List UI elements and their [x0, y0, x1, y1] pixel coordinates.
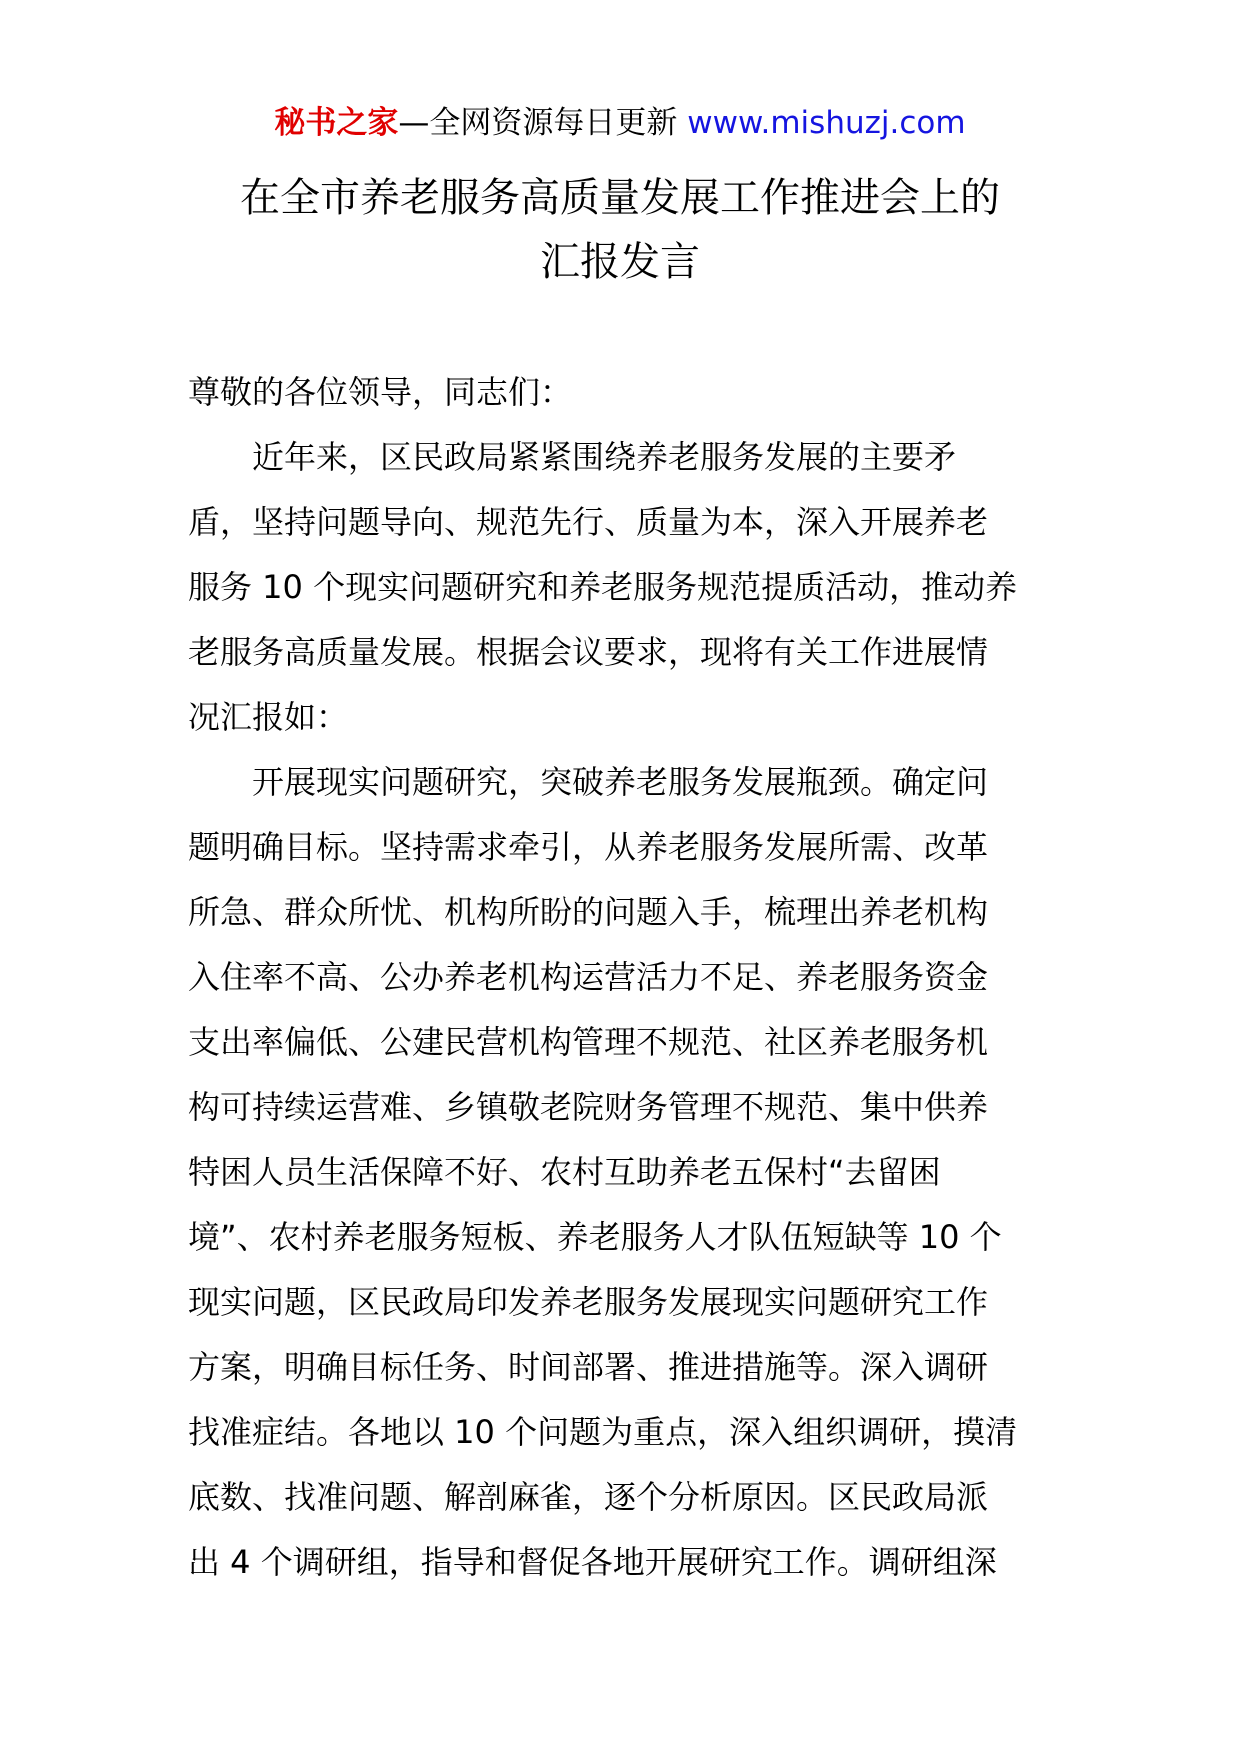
title-line-1: 在全市养老服务高质量发展工作推进会上的 [240, 175, 1000, 221]
title-line-2: 汇报发言 [540, 239, 700, 285]
body-line: 方案，明确目标任务、时间部署、推进措施等。深入调研 [188, 1348, 989, 1386]
body-line: 现实问题，区民政局印发养老服务发展现实问题研究工作 [188, 1283, 989, 1321]
body-line: 入住率不高、公办养老机构运营活力不足、养老服务资金 [188, 958, 989, 996]
body-line: 境”、农村养老服务短板、养老服务人才队伍短缺等 10 个 [188, 1218, 1002, 1256]
body-line: 开展现实问题研究，突破养老服务发展瓶颈。确定问 [252, 763, 989, 801]
body-line: 找准症结。各地以 10 个问题为重点，深入组织调研，摸清 [188, 1413, 1018, 1451]
body-line: 题明确目标。坚持需求牵引，从养老服务发展所需、改革 [188, 828, 989, 866]
body-line: 近年来，区民政局紧紧围绕养老服务发展的主要矛 [252, 438, 957, 476]
body-line: 出 4 个调研组，指导和督促各地开展研究工作。调研组深 [188, 1543, 997, 1581]
body-line: 特困人员生活保障不好、农村互助养老五保村“去留困 [188, 1153, 941, 1191]
website-link[interactable]: www.mishuzj.com [687, 105, 966, 141]
body-line: 底数、找准问题、解剖麻雀，逐个分析原因。区民政局派 [188, 1478, 989, 1516]
brand-name: 秘书之家 [274, 105, 399, 141]
watermark-header [0, 100, 1240, 146]
salutation: 尊敬的各位领导，同志们： [188, 373, 573, 411]
header-tagline: —全网资源每日更新 [398, 105, 688, 141]
body-line: 况汇报如： [188, 698, 349, 736]
body-line: 构可持续运营难、乡镇敬老院财务管理不规范、集中供养 [188, 1088, 989, 1126]
body-line: 服务 10 个现实问题研究和养老服务规范提质活动，推动养 [188, 568, 1018, 606]
document-title [0, 166, 1240, 294]
body-line: 支出率偏低、公建民营机构管理不规范、社区养老服务机 [188, 1023, 989, 1061]
body-line: 所急、群众所忧、机构所盼的问题入手，梳理出养老机构 [188, 893, 989, 931]
body-line: 老服务高质量发展。根据会议要求，现将有关工作进展情 [188, 633, 989, 671]
document-body [188, 360, 1058, 1595]
body-line: 盾，坚持问题导向、规范先行、质量为本，深入开展养老 [188, 503, 989, 541]
